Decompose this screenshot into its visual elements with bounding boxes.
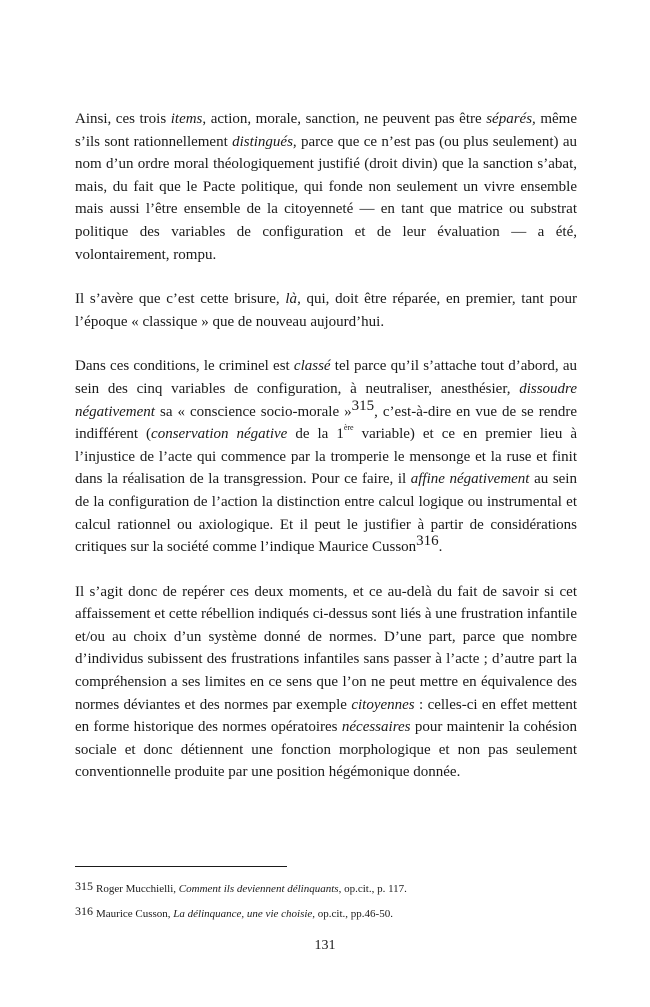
- footnote-author: Maurice Cusson,: [96, 908, 174, 920]
- text: au sein de la configuration de l’action la distinction entre calcul logique ou instrumental et calcul rationnel ou axiologique. Et il peut le justifier à partir de considérations critiques sur la société comme l’indique Maurice Cusson: [75, 471, 577, 556]
- paragraph-1: [75, 108, 577, 266]
- footnote-number: 316: [75, 904, 93, 918]
- text: Ainsi, ces trois: [75, 111, 171, 127]
- text: sa « conscience socio-morale »: [154, 403, 352, 420]
- italic-text: classé: [293, 358, 331, 375]
- page-number: 131: [314, 938, 336, 953]
- text: Il s’avère que c’est cette brisure,: [75, 291, 286, 308]
- footnote-title: La délinquance, une vie choisie: [173, 908, 313, 920]
- footnote-316: [75, 900, 577, 925]
- italic-text: items: [170, 111, 203, 127]
- italic-text: distingués: [232, 133, 293, 150]
- footnote-315: [75, 875, 577, 900]
- ordinal-superscript: ère: [343, 423, 354, 433]
- italic-text: affine négativement: [410, 471, 530, 488]
- paragraph-2: [75, 288, 577, 333]
- italic-text: citoyennes: [351, 696, 415, 713]
- footnote-ref-315[interactable]: 315: [351, 397, 375, 414]
- footnote-reference: , op.cit., p. 117.: [338, 883, 407, 895]
- text: même s’ils sont rationnellement: [75, 111, 577, 150]
- italic-text: conservation négative: [151, 426, 288, 443]
- text: Il s’agit donc de repérer ces deux moments, et ce au-delà du fait de savoir si cet affaissement et cette rébellion indiqués ci-dessus sont liés à une frustration infantile et/ou au choix d’un système donné de normes. D’une part, parce que nombre d’individus subissent des frustrations infantiles sans passer à l’acte ; d’autre part la compréhension a ses limites en ce sens que l’on ne peut mettre en équivalence des normes déviantes et des normes par exemple: [75, 583, 577, 713]
- footnote-ref-316[interactable]: 316: [416, 533, 439, 550]
- footnote-author: Roger Mucchielli,: [96, 883, 179, 895]
- page-body: [75, 108, 577, 784]
- footnote-reference: , op.cit., pp.46-50.: [312, 908, 393, 920]
- text: , c’est-à-dire en vue de se rendre indifférent (: [75, 403, 578, 443]
- paragraph-3: [75, 355, 577, 558]
- text: , qui, doit être réparée, en premier, tant pour l’époque « classique » que de nouveau aujourd’hui.: [75, 291, 577, 330]
- footnote-number: 315: [75, 879, 93, 893]
- text: , action, morale, sanction, ne peuvent pas être: [202, 111, 487, 127]
- text: de la 1: [287, 426, 344, 443]
- italic-text: séparés,: [486, 111, 536, 127]
- text: Dans ces conditions, le criminel est: [75, 358, 294, 375]
- paragraph-4: [75, 581, 577, 784]
- text: : celles-ci en effet mettent en forme historique des normes opératoires: [75, 696, 577, 736]
- italic-text: dissoudre négativement: [75, 380, 577, 420]
- footnote-separator: [75, 866, 287, 867]
- text: , parce que ce n’est pas (ou plus seulement) au nom d’un ordre moral théologiquement justifié (droit divin) que la sanction s’abat, mais, du fait que le Pacte politique, qui fonde non seulement un vivre ensemble mais aussi l’être ensemble de la citoyenneté — en tant que matrice ou substrat politique des variables de configuration et de leur évaluation — a été, volontairement, rompu.: [75, 133, 578, 263]
- text: tel parce qu’il s’attache tout d’abord, au sein des cinq variables de configuration, à neutraliser, anesthésier,: [75, 358, 577, 397]
- text: .: [438, 539, 443, 556]
- italic-text: là: [285, 291, 298, 308]
- text: variable) et ce en premier lieu à l’injustice de l’acte qui commence par la tromperie le mensonge et la ruse et finit dans la réalisation de la transgression. Pour ce faire, il: [75, 426, 577, 488]
- italic-text: nécessaires: [341, 719, 411, 736]
- text: pour maintenir la cohésion sociale et donc détiennent une fonction morphologique et non pas seulement conventionnelle produite par une position hégémonique donnée.: [75, 719, 577, 781]
- footnote-title: Comment ils deviennent délinquants: [178, 883, 339, 895]
- footnotes: [75, 875, 577, 925]
